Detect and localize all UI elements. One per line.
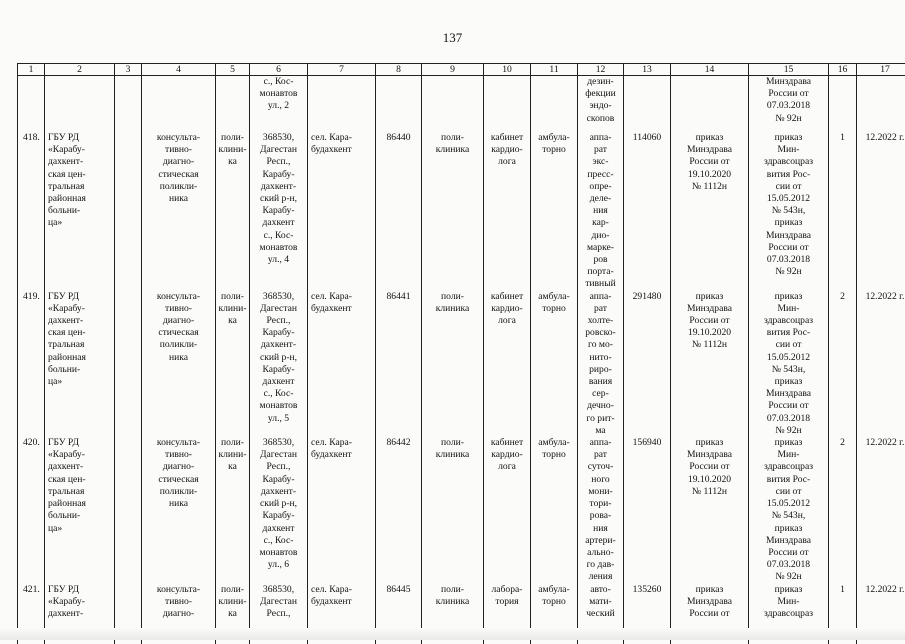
subdivision-kind-cell: консульта- тивно- диагно-: [142, 584, 216, 644]
column-number: 7: [308, 64, 376, 76]
column-number: 8: [376, 64, 422, 76]
care-form-cell: амбула- торно: [531, 437, 578, 583]
care-form-cell: амбула- торно: [531, 584, 578, 644]
unit-cell: поли- клиника: [422, 132, 484, 291]
quantity-cell: 2: [829, 437, 857, 583]
organization-cell: ГБУ РД «Карабу- дахкент-: [45, 584, 115, 644]
basis-cell: приказ Мин- здравсоцраз: [749, 584, 829, 644]
care-form-cell: амбула- торно: [531, 132, 578, 291]
equipment-cell: аппа- рат экс- пресс- опре- деле- ния кар- дио- марке- ров порта- тивный: [578, 132, 624, 291]
column-number-row: [18, 64, 905, 76]
column-number: 13: [624, 64, 671, 76]
type-cell: поли- клини- ка: [216, 584, 250, 644]
column-number: 9: [422, 64, 484, 76]
code-cell: 86440: [376, 132, 422, 291]
quantity-cell: 1: [829, 132, 857, 291]
address-cell: 368530, Дагестан Респ., Карабу- дахкент- ский р-н, Карабу- дахкент с., Кос- монавтов ул., 6: [250, 437, 308, 583]
column-number: 1: [18, 64, 45, 76]
locality-cell: сел. Кара- будахкент: [308, 584, 376, 644]
order-cell: приказ Минздрава России от 19.10.2020 № 1112н: [671, 437, 749, 583]
column-number: 17: [857, 64, 905, 76]
basis-cell: приказ Мин- здравсоцраз вития Рос- сии от 15.05.2012 № 543н, приказ Минздрава России от 07.03.2018 № 92н: [749, 132, 829, 291]
type-cell: поли- клини- ка: [216, 437, 250, 583]
room-cell: лабора- тория: [484, 584, 531, 644]
equipment-cell: аппа- рат холте- ровско- го мо- нито- риро- вания сер- дечно- го рит- ма: [578, 291, 624, 437]
locality-cell: сел. Кара- будахкент: [308, 291, 376, 437]
quantity-cell: 2: [829, 291, 857, 437]
column-number: 3: [115, 64, 142, 76]
organization-cell: ГБУ РД «Карабу- дахкент- ская цен- тральная районная больни- ца»: [45, 132, 115, 291]
price-cell: 156940: [624, 437, 671, 583]
date-cell: 12.2022 г.: [857, 437, 905, 583]
organization-cell: ГБУ РД «Карабу- дахкент- ская цен- тральная районная больни- ца»: [45, 437, 115, 583]
column-number: 4: [142, 64, 216, 76]
equipment-cell: авто- мати- ческий: [578, 584, 624, 644]
table-row: [18, 132, 905, 291]
registry-table: [17, 63, 905, 644]
empty-cell: [115, 132, 142, 291]
care-form-cell: амбула- торно: [531, 291, 578, 437]
column-number: 16: [829, 64, 857, 76]
room-cell: кабинет кардио- лога: [484, 291, 531, 437]
column-number: 2: [45, 64, 115, 76]
locality-cell: сел. Кара- будахкент: [308, 437, 376, 583]
row-number: 418.: [18, 132, 45, 291]
organization-cell: ГБУ РД «Карабу- дахкент- ская цен- тральная районная больни- ца»: [45, 291, 115, 437]
unit-cell: поли- клиника: [422, 291, 484, 437]
empty-cell: [115, 437, 142, 583]
subdivision-kind-cell: консульта- тивно- диагно- стическая поликли- ника: [142, 291, 216, 437]
type-cell: поли- клини- ка: [216, 132, 250, 291]
code-cell: 86441: [376, 291, 422, 437]
unit-cell: поли- клиника: [422, 584, 484, 644]
date-cell: 12.2022 г.: [857, 584, 905, 644]
price-cell: 291480: [624, 291, 671, 437]
room-cell: кабинет кардио- лога: [484, 132, 531, 291]
basis-cell: Минздрава России от 07.03.2018 № 92н: [749, 76, 829, 133]
column-number: 5: [216, 64, 250, 76]
row-number: 420.: [18, 437, 45, 583]
address-cell: с., Кос- монавтов ул., 2: [250, 76, 308, 133]
order-cell: приказ Минздрава России от 19.10.2020 № 1112н: [671, 291, 749, 437]
code-cell: 86442: [376, 437, 422, 583]
page-number: 137: [0, 30, 905, 46]
basis-cell: приказ Мин- здравсоцраз вития Рос- сии от 15.05.2012 № 543н, приказ Минздрава России от 07.03.2018 № 92н: [749, 437, 829, 583]
column-number: 11: [531, 64, 578, 76]
continuation-row: [18, 76, 905, 133]
subdivision-kind-cell: консульта- тивно- диагно- стическая поликли- ника: [142, 437, 216, 583]
price-cell: 135260: [624, 584, 671, 644]
row-number: 419.: [18, 291, 45, 437]
table-row: [18, 291, 905, 437]
empty-cell: [115, 291, 142, 437]
code-cell: 86445: [376, 584, 422, 644]
scan-bottom-edge: [0, 628, 905, 640]
room-cell: кабинет кардио- лога: [484, 437, 531, 583]
equipment-cell: аппа- рат суточ- ного мони- тори- рова- ния артери- ально- го дав- ления: [578, 437, 624, 583]
equipment-cell: дезин- фекции эндо- скопов: [578, 76, 624, 133]
subdivision-kind-cell: консульта- тивно- диагно- стическая поликли- ника: [142, 132, 216, 291]
column-number: 10: [484, 64, 531, 76]
date-cell: 12.2022 г.: [857, 132, 905, 291]
order-cell: приказ Минздрава России от 19.10.2020 № 1112н: [671, 132, 749, 291]
locality-cell: сел. Кара- будахкент: [308, 132, 376, 291]
date-cell: 12.2022 г.: [857, 291, 905, 437]
order-cell: приказ Минздрава России от: [671, 584, 749, 644]
basis-cell: приказ Мин- здравсоцраз вития Рос- сии от 15.05.2012 № 543н, приказ Минздрава России от 07.03.2018 № 92н: [749, 291, 829, 437]
column-number: 14: [671, 64, 749, 76]
row-number: 421.: [18, 584, 45, 644]
address-cell: 368530, Дагестан Респ., Карабу- дахкент- ский р-н, Карабу- дахкент с., Кос- монавтов ул., 4: [250, 132, 308, 291]
address-cell: 368530, Дагестан Респ.,: [250, 584, 308, 644]
quantity-cell: 1: [829, 584, 857, 644]
column-number: 6: [250, 64, 308, 76]
address-cell: 368530, Дагестан Респ., Карабу- дахкент- ский р-н, Карабу- дахкент с., Кос- монавтов ул., 5: [250, 291, 308, 437]
table-row: [18, 437, 905, 583]
unit-cell: поли- клиника: [422, 437, 484, 583]
column-number: 15: [749, 64, 829, 76]
column-number: 12: [578, 64, 624, 76]
type-cell: поли- клини- ка: [216, 291, 250, 437]
price-cell: 114060: [624, 132, 671, 291]
